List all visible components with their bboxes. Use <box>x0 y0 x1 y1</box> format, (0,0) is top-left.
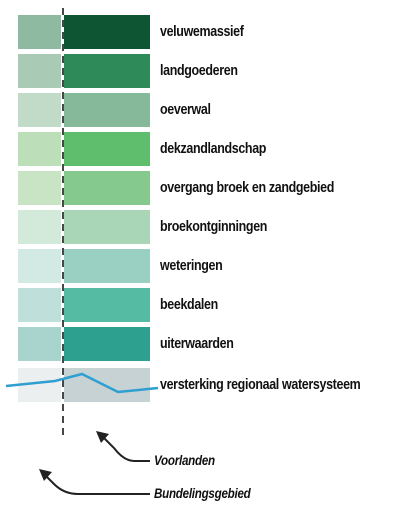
legend-swatch <box>64 15 150 49</box>
legend-item <box>0 210 406 244</box>
legend-label: veluwemassief <box>160 24 244 40</box>
legend-swatch-small <box>18 132 61 166</box>
legend-label: uiterwaarden <box>160 336 234 352</box>
legend-swatch <box>64 327 150 361</box>
legend-label: weteringen <box>160 258 223 274</box>
legend-swatch-small <box>18 288 61 322</box>
legend-swatch-small <box>18 327 61 361</box>
legend-label: broekontginningen <box>160 219 268 235</box>
bundelingsgebied-label: Bundelingsgebied <box>154 486 251 501</box>
legend-swatch <box>64 171 150 205</box>
legend-swatch <box>64 132 150 166</box>
legend-label: overgang broek en zandgebied <box>160 180 335 196</box>
legend-label: beekdalen <box>160 297 218 313</box>
legend-item <box>0 54 406 88</box>
legend-label: oeverwal <box>160 102 211 118</box>
legend-swatch-small <box>18 210 61 244</box>
legend-item <box>0 288 406 322</box>
legend-swatch <box>64 249 150 283</box>
legend-item <box>0 132 406 166</box>
legend-item <box>0 249 406 283</box>
legend-item <box>0 327 406 361</box>
legend-swatch <box>64 288 150 322</box>
legend-swatch <box>64 54 150 88</box>
legend-item <box>0 93 406 127</box>
legend-label: versterking regionaal watersysteem <box>160 377 361 393</box>
legend-swatch-small <box>18 15 61 49</box>
legend-swatch-small <box>18 54 61 88</box>
legend-item <box>0 15 406 49</box>
legend-swatch-small <box>18 249 61 283</box>
legend-swatch <box>64 93 150 127</box>
legend-item <box>0 368 406 402</box>
legend-swatch <box>64 368 150 402</box>
legend-label: dekzandlandschap <box>160 141 267 157</box>
legend-swatch-small <box>18 171 61 205</box>
legend-swatch-small <box>18 368 61 402</box>
legend-swatch <box>64 210 150 244</box>
legend-label: landgoederen <box>160 63 238 79</box>
voorlanden-label: Voorlanden <box>154 453 215 468</box>
legend-item <box>0 171 406 205</box>
legend-swatch-small <box>18 93 61 127</box>
